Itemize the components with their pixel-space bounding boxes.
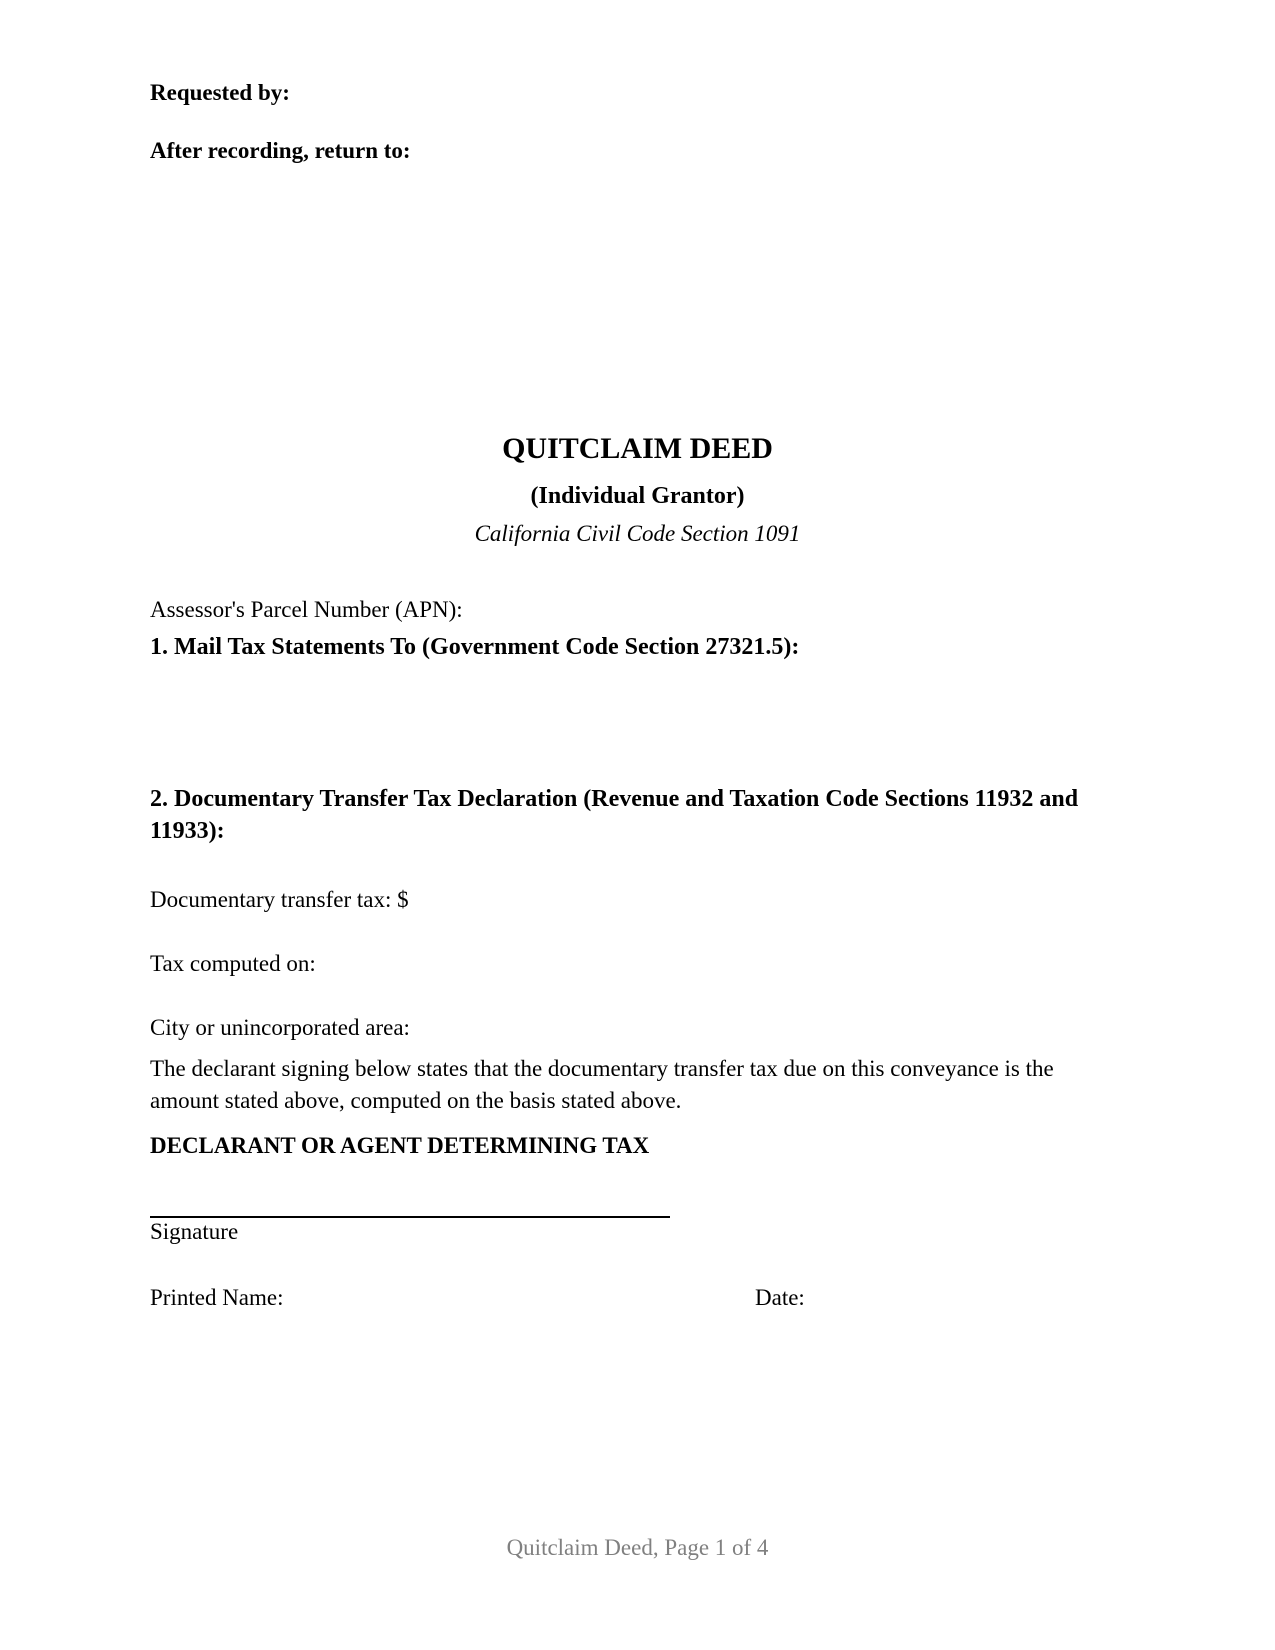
city-area-label: City or unincorporated area: <box>150 1015 410 1040</box>
printed-name-label: Printed Name: <box>150 1285 284 1310</box>
section-1-heading: 1. Mail Tax Statements To (Government Code Section 27321.5): <box>150 634 800 660</box>
declarant-heading: DECLARANT OR AGENT DETERMINING TAX <box>150 1133 650 1158</box>
tax-computed-label: Tax computed on: <box>150 951 316 976</box>
civil-code-reference: California Civil Code Section 1091 <box>474 521 801 546</box>
declarant-statement: The declarant signing below states that the documentary transfer tax due on this conveyance is the amount stated above, computed on the basis stated above. <box>150 1056 1054 1113</box>
return-to-label: After recording, return to: <box>150 138 411 163</box>
section-2-heading: 2. Documentary Transfer Tax Declaration (Revenue and Taxation Code Sections 11932 and 11933): <box>150 786 1079 844</box>
signature-label: Signature <box>150 1219 239 1244</box>
requested-by-label: Requested by: <box>150 80 290 105</box>
signature-line <box>150 1216 670 1218</box>
document-subtitle: (Individual Grantor) <box>530 483 745 509</box>
page-footer: Quitclaim Deed, Page 1 of 4 <box>506 1535 769 1560</box>
document-title: QUITCLAIM DEED <box>502 432 773 465</box>
apn-label: Assessor's Parcel Number (APN): <box>150 597 463 622</box>
transfer-tax-label: Documentary transfer tax: $ <box>150 887 409 912</box>
date-label: Date: <box>755 1285 805 1310</box>
